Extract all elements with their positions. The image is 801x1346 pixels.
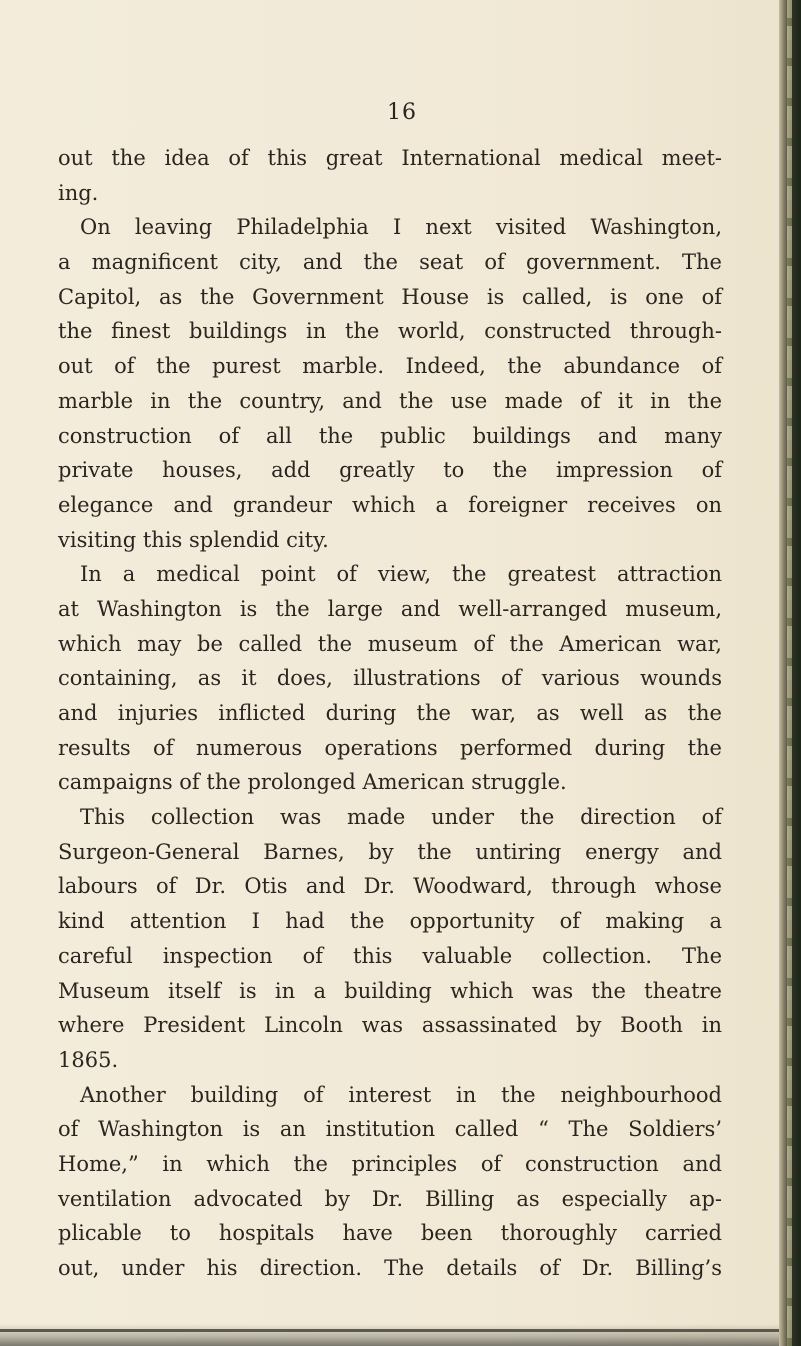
text-line: containing, as it does, illustrations of various wounds (58, 666, 722, 691)
text-line: ing. (58, 180, 99, 205)
text-line: out the idea of this great International medical meet- (58, 146, 722, 170)
page-number: 16 (387, 100, 417, 125)
text-line: visiting this splendid city. (58, 527, 329, 552)
text-line: This collection was made under the direction of (80, 805, 722, 830)
text-line: Museum itself is in a building which was the theatre (58, 978, 722, 1003)
text-line: elegance and grandeur which a foreigner receives on (58, 492, 722, 517)
text-line: 1865. (58, 1047, 119, 1072)
text-line: out, under his direction. The details of Dr. Billing’s (58, 1256, 722, 1280)
text-line: labours of Dr. Otis and Dr. Woodward, through whose (58, 874, 722, 899)
text-line: Surgeon-General Barnes, by the untiring energy and (58, 839, 722, 864)
text-line: which may be called the museum of the American war, (58, 631, 722, 656)
text-line: On leaving Philadelphia I next visited Washington, (80, 215, 722, 240)
text-line: the finest buildings in the world, constructed through- (58, 319, 722, 344)
text-line: Capitol, as the Government House is called, is one of (58, 284, 722, 309)
text-line: at Washington is the large and well-arranged museum, (58, 596, 722, 621)
text-line: plicable to hospitals have been thoroughly carried (58, 1221, 722, 1246)
book-binding-edge (779, 0, 801, 1346)
page-bottom-edge (0, 1324, 801, 1346)
text-line: of Washington is an institution called “ The Soldiers’ (58, 1117, 722, 1142)
text-line: a magnificent city, and the seat of government. The (58, 250, 722, 275)
text-line: Another building of interest in the neighbourhood (80, 1082, 722, 1107)
text-line: campaigns of the prolonged American struggle. (58, 770, 567, 795)
text-line: kind attention I had the opportunity of making a (58, 909, 722, 934)
text-line: marble in the country, and the use made of it in the (58, 388, 722, 413)
text-line: careful inspection of this valuable collection. The (58, 943, 722, 968)
body-text (58, 141, 722, 1286)
text-line: and injuries inflicted during the war, as well as the (58, 701, 722, 725)
text-line: where President Lincoln was assassinated by Booth in (58, 1013, 722, 1038)
text-line: out of the purest marble. Indeed, the abundance of (58, 354, 722, 379)
text-line: In a medical point of view, the greatest attraction (80, 562, 722, 587)
text-line: private houses, add greatly to the impression of (58, 458, 722, 483)
text-line: Home,” in which the principles of construction and (58, 1151, 722, 1176)
text-line: ventilation advocated by Dr. Billing as especially ap- (58, 1186, 722, 1211)
text-line: construction of all the public buildings and many (58, 423, 722, 448)
text-line: results of numerous operations performed during the (58, 735, 722, 760)
